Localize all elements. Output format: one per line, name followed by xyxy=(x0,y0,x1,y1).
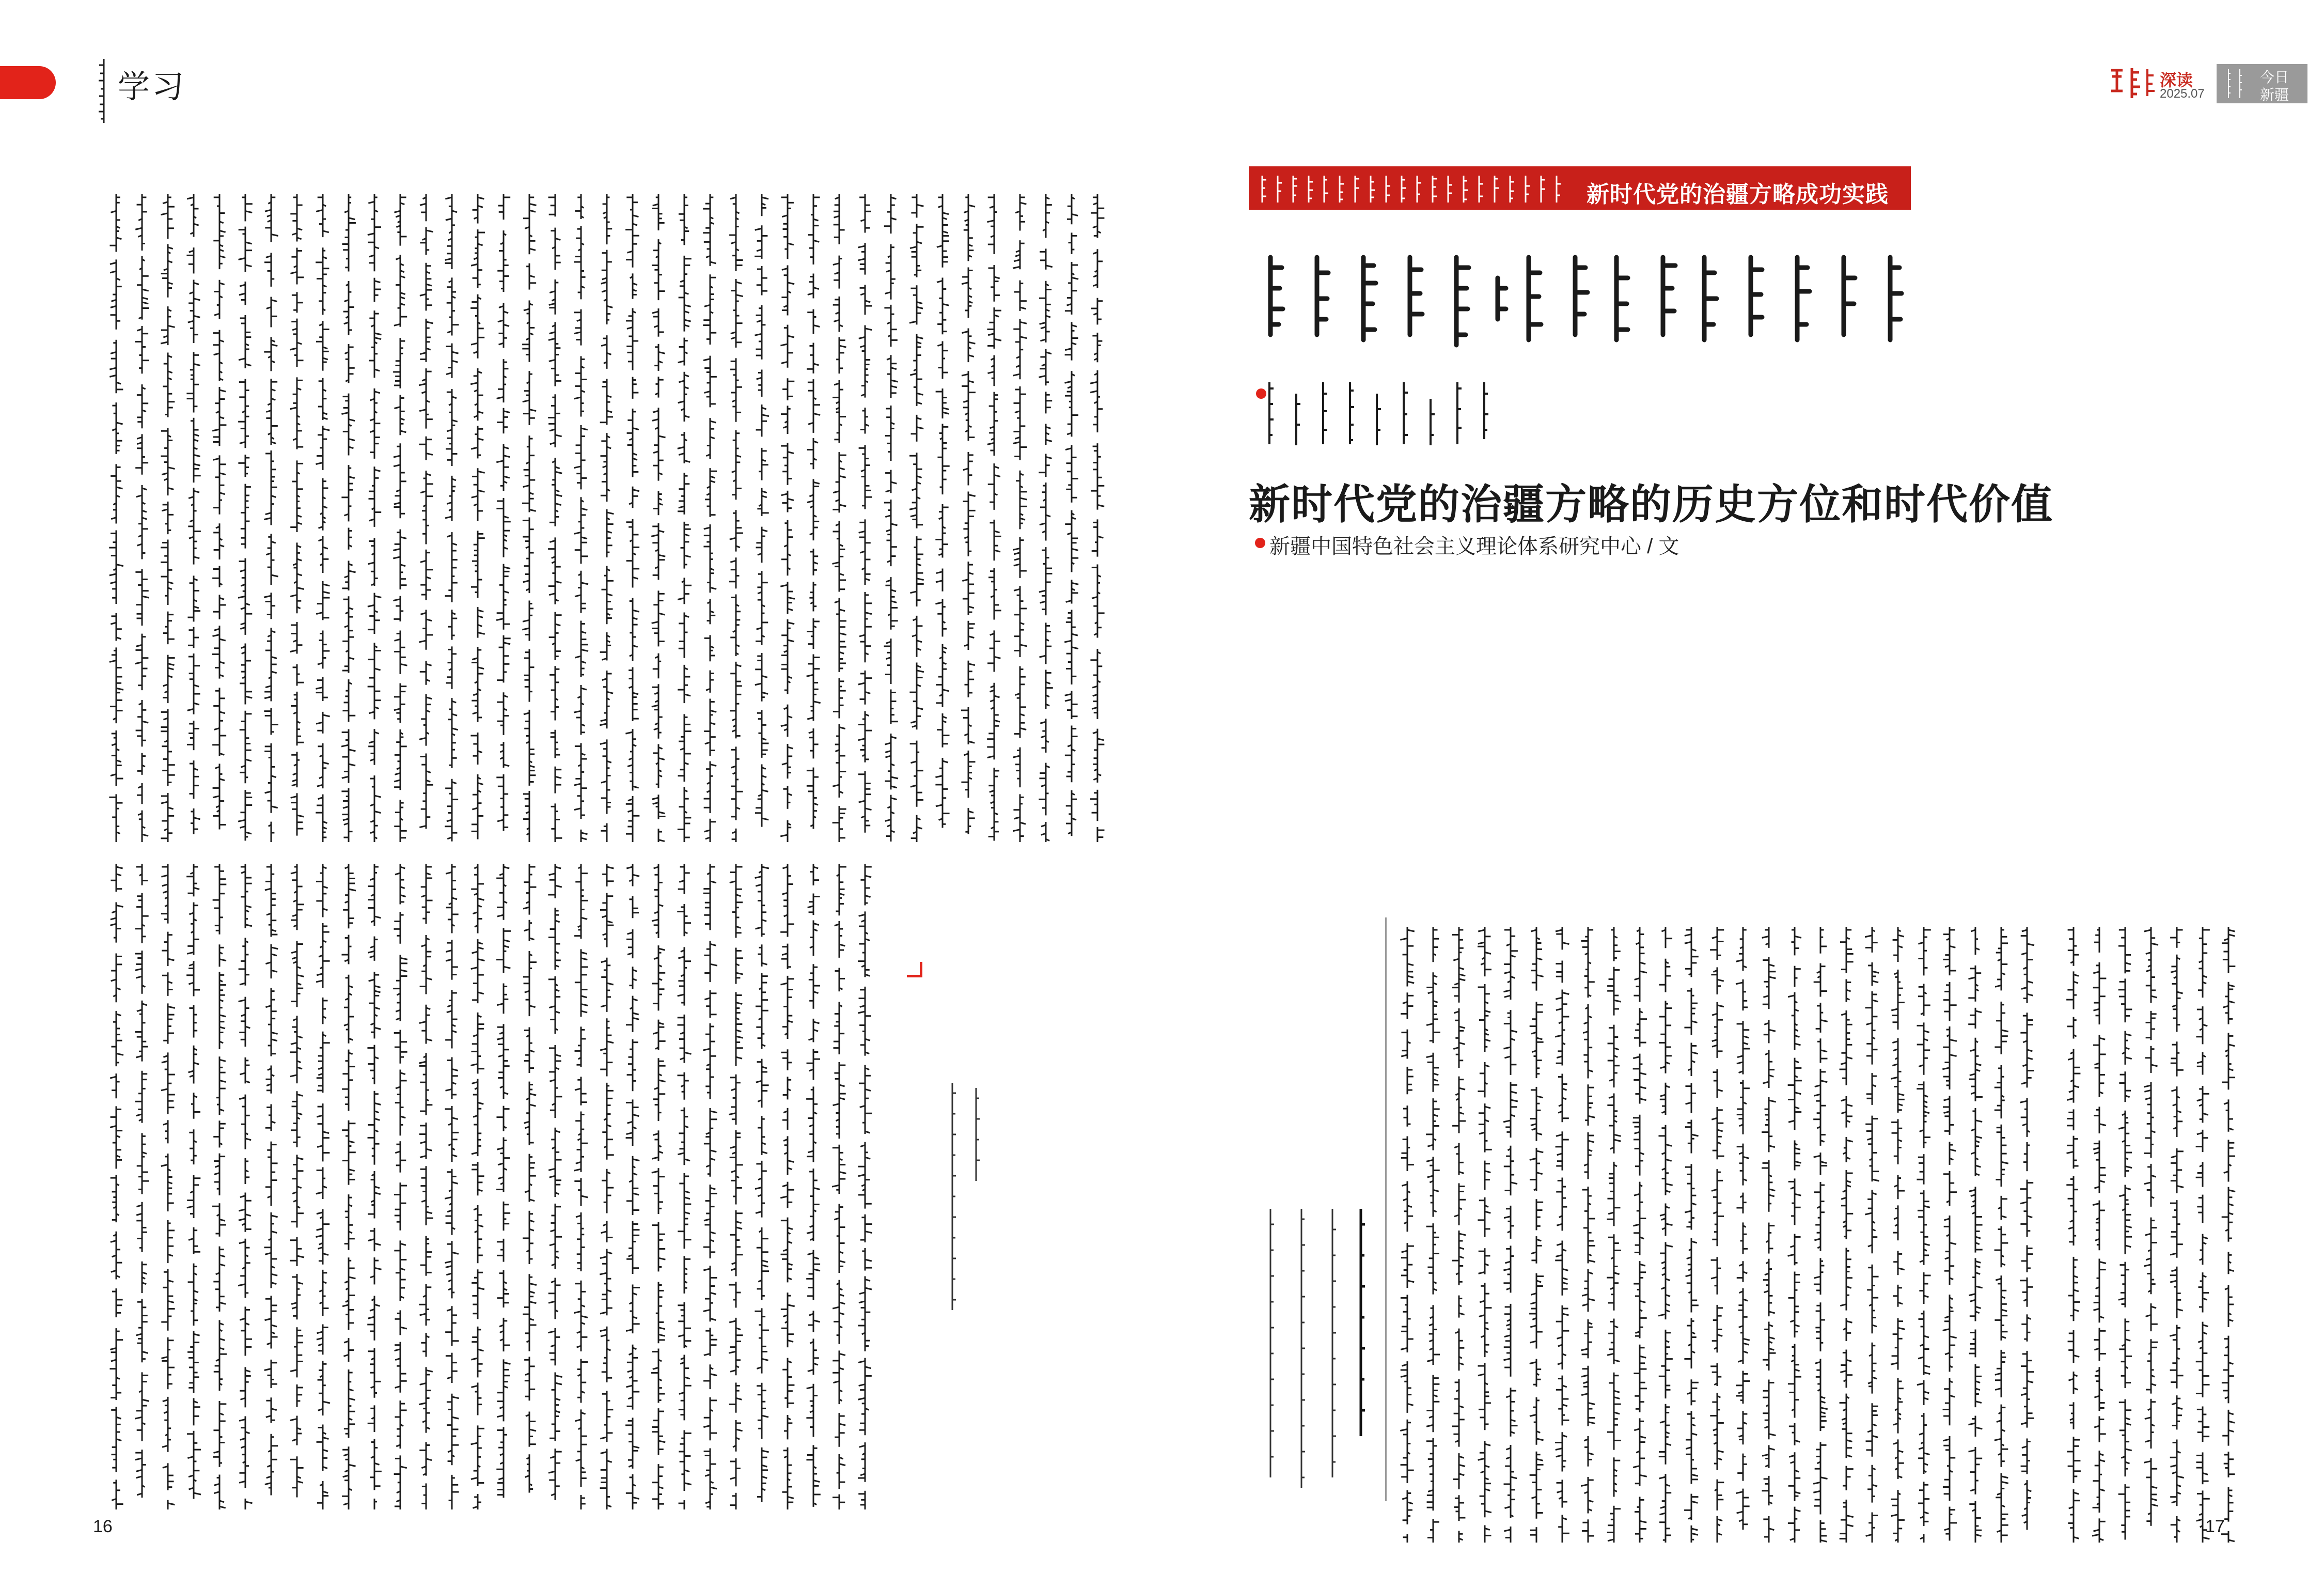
mongolian-text-column xyxy=(419,864,433,1509)
mongolian-text-column xyxy=(1013,194,1027,842)
mongolian-text-column xyxy=(522,194,537,842)
author-bullet-dot xyxy=(1255,538,1265,548)
mongolian-text-column xyxy=(1995,927,2008,1543)
brand-mongol-mark xyxy=(2226,69,2231,98)
mongolian-text-column xyxy=(729,194,743,842)
mongolian-body-text-left-bottom xyxy=(103,862,873,1512)
mongolian-text-column xyxy=(1865,927,1879,1543)
brand-name-line2: 新疆 xyxy=(2260,86,2289,103)
mongolian-title xyxy=(1255,247,1906,350)
mongolian-text-column xyxy=(264,864,278,1495)
mongolian-text-column xyxy=(832,864,846,1509)
mongolian-text-column xyxy=(109,194,123,842)
mongolian-text-column xyxy=(2144,927,2158,1526)
mongolian-text-column xyxy=(341,194,356,842)
mongolian-text-column xyxy=(625,194,639,842)
mongolian-text-column xyxy=(1968,927,1983,1543)
column-divider-rule xyxy=(1385,917,1387,1501)
mongolian-text-column xyxy=(264,194,278,842)
mongolian-text-column xyxy=(135,194,149,842)
mongolian-text-column xyxy=(496,194,511,831)
section-label: 学习 xyxy=(118,68,186,105)
mongolian-text-column xyxy=(987,194,1001,840)
mongolian-text-column xyxy=(445,194,459,842)
mongolian-text-column xyxy=(755,864,769,1502)
mongolian-text-column xyxy=(1710,927,1724,1543)
mongolian-text-column xyxy=(470,194,485,839)
mongolian-text-column xyxy=(1064,194,1078,836)
mongolian-text-column xyxy=(212,864,227,1509)
magazine-logo xyxy=(2107,65,2157,102)
banner-title: 新时代党的治疆方略成功实践 xyxy=(1587,182,1889,207)
mongolian-text-column xyxy=(625,864,640,1509)
mongolian-text-column xyxy=(161,864,175,1509)
mongolian-text-column xyxy=(1658,927,1673,1543)
mongolian-text-column xyxy=(290,864,304,1497)
mongolian-text-column xyxy=(1426,927,1440,1543)
mongolian-text-column xyxy=(651,864,666,1509)
issue-date: 2025.07 xyxy=(2160,87,2205,101)
mongolian-text-column xyxy=(1632,927,1647,1543)
mongolian-text-column xyxy=(186,864,201,1499)
article-author: 新疆中国特色社会主义理论体系研究中心 / 文 xyxy=(1269,535,1679,558)
block-left-bottom-glyphs xyxy=(103,862,873,1512)
mongolian-body-text-right xyxy=(1394,925,2035,1545)
mongolian-text-column xyxy=(1840,927,1854,1543)
mongolian-text-column xyxy=(780,864,795,1509)
page-number-left: 16 xyxy=(93,1517,113,1536)
mongolian-text-column xyxy=(574,864,588,1509)
mongolian-text-column xyxy=(341,864,355,1509)
brand-mongol-mark xyxy=(2237,69,2242,98)
article-title: 新时代党的治疆方略的历史方位和时代价值 xyxy=(1249,481,2053,527)
magazine-column-name: 深读 xyxy=(2160,71,2193,89)
mongolian-text-column xyxy=(548,864,562,1500)
mongolian-text-column xyxy=(1891,927,1905,1543)
mongolian-text-column xyxy=(1607,927,1621,1543)
mongolian-text-column xyxy=(884,194,898,842)
mongolian-text-column xyxy=(833,194,846,842)
mongolian-text-column xyxy=(496,864,511,1498)
mongolian-text-column xyxy=(1478,927,1492,1543)
mongolian-text-column xyxy=(1452,927,1466,1543)
mongolian-text-column xyxy=(806,864,821,1507)
mongolian-text-column xyxy=(858,864,872,1509)
mongolian-subtitle xyxy=(1260,378,1518,456)
mongolian-text-column xyxy=(1813,927,1828,1543)
mongolian-text-column xyxy=(186,194,201,834)
mongolian-text-column xyxy=(651,194,665,842)
mongolian-text-column xyxy=(316,864,330,1509)
mongolian-text-column xyxy=(470,864,484,1509)
mongolian-text-column xyxy=(1503,927,1518,1543)
mongolian-text-column xyxy=(2118,927,2132,1539)
mongolian-source-note xyxy=(940,1078,997,1315)
mongolian-text-column xyxy=(2221,927,2235,1543)
mongolian-text-column xyxy=(1090,194,1105,842)
mongolian-text-column xyxy=(2092,927,2106,1543)
mongolian-text-column xyxy=(1529,927,1544,1543)
mongolian-body-text-right-far xyxy=(2061,925,2247,1545)
mongolian-text-column xyxy=(1555,927,1569,1543)
mongolian-text-column xyxy=(212,194,226,829)
mongolian-text-column xyxy=(1788,927,1802,1543)
mongolian-text-column xyxy=(109,864,123,1509)
mongolian-text-column xyxy=(368,194,382,842)
mongolian-text-column xyxy=(419,194,433,829)
mongolian-text-column xyxy=(858,194,872,833)
banner-mongolian-text xyxy=(1255,173,1565,206)
mongolian-text-column xyxy=(161,194,175,842)
mongolian-text-column xyxy=(1684,927,1699,1543)
mongolian-text-column xyxy=(393,864,407,1509)
mongolian-text-column xyxy=(1400,927,1415,1543)
mongolian-text-column xyxy=(445,864,459,1509)
mongolian-text-column xyxy=(600,864,614,1509)
block-right-far-glyphs xyxy=(2061,925,2247,1545)
mongolian-text-column xyxy=(238,194,253,840)
mongolian-text-column xyxy=(909,194,924,842)
mongolian-text-column xyxy=(523,864,537,1493)
mongolian-text-column xyxy=(807,194,821,829)
mongolian-text-column xyxy=(1736,927,1750,1530)
block-right-mid-glyphs xyxy=(1394,925,2035,1545)
mongolian-text-column xyxy=(1762,927,1776,1543)
mongolian-text-column xyxy=(600,194,614,842)
mongolian-text-column xyxy=(1917,927,1931,1543)
section-tab-marker xyxy=(0,66,56,99)
article-end-mark xyxy=(907,962,922,977)
mongolian-text-column xyxy=(548,194,562,842)
mongolian-text-column xyxy=(290,194,304,836)
mongolian-text-column xyxy=(755,194,769,827)
mongolian-text-column xyxy=(961,194,976,834)
page-number-right: 17 xyxy=(2205,1517,2225,1536)
mongolian-text-column xyxy=(238,864,252,1509)
mongolian-text-column xyxy=(2066,927,2081,1543)
mongolian-text-column xyxy=(703,864,717,1509)
brand-name-line1: 今日 xyxy=(2260,69,2289,86)
mongolian-body-text-left-top xyxy=(103,192,1105,844)
mongolian-caption xyxy=(1255,1204,1374,1493)
mongolian-text-column xyxy=(1942,927,1957,1540)
mongolian-text-column xyxy=(678,194,692,842)
mongolian-text-column xyxy=(703,194,717,842)
mongolian-section-label xyxy=(96,58,112,124)
mongolian-text-column xyxy=(1581,927,1595,1543)
mongolian-text-column xyxy=(367,864,382,1509)
mongolian-text-column xyxy=(729,864,743,1509)
mongolian-text-column xyxy=(393,194,407,842)
mongolian-text-column xyxy=(574,194,588,842)
mongolian-text-column xyxy=(2196,927,2210,1543)
mongolian-text-column xyxy=(780,194,795,842)
mongolian-text-column xyxy=(316,194,329,842)
mongolian-text-column xyxy=(2020,927,2034,1530)
mongolian-text-column xyxy=(935,194,949,828)
mongolian-text-column xyxy=(2170,927,2184,1543)
mongolian-text-column xyxy=(677,864,692,1509)
mongolian-text-column xyxy=(1039,194,1053,842)
block-left-top-glyphs xyxy=(103,192,1105,844)
brand-box xyxy=(2217,64,2307,103)
mongolian-text-column xyxy=(135,864,149,1498)
